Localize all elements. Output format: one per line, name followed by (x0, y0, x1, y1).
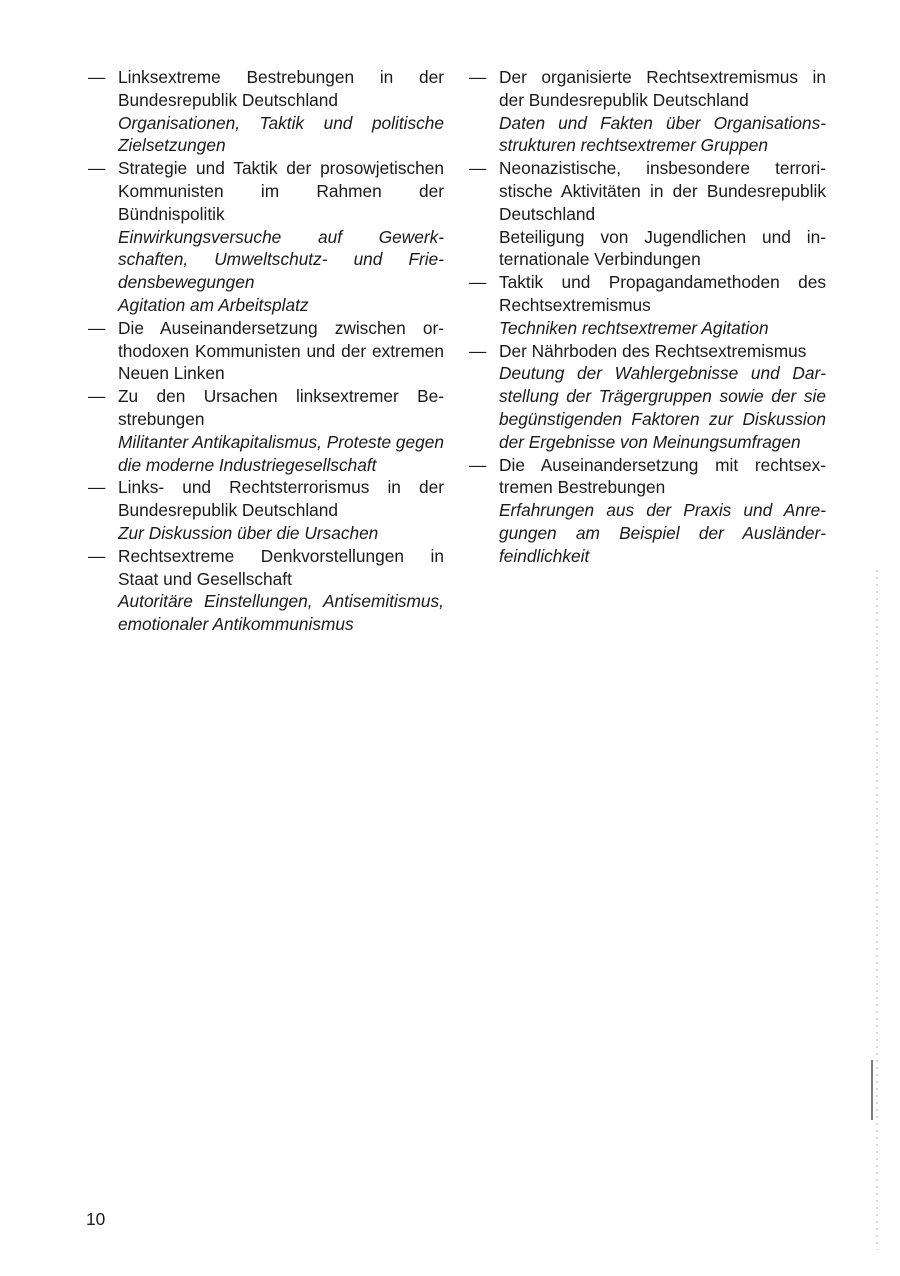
dash-bullet: — (88, 545, 106, 566)
dash-bullet: — (469, 272, 487, 293)
list-item (88, 157, 444, 317)
page-number: 10 (86, 1209, 106, 1229)
list-item (469, 454, 826, 568)
entry-subtitle: Erfahrungen aus der Praxis und Anregungen am Beispiel der Ausländerfeindlichkeit (499, 500, 826, 566)
dash-bullet: — (469, 158, 487, 179)
entry-title: Linksextreme Bestrebungen in der Bundesrepublik Deutschland (118, 67, 444, 110)
entry-title: Links- und Rechtsterrorismus in der Bundesrepublik Deutschland (118, 477, 444, 521)
entry-subtitle: Militanter Antikapitalismus, Proteste gegen die moderne Industriegesellschaft (118, 431, 444, 475)
dash-bullet: — (88, 477, 106, 498)
left-column (88, 66, 444, 636)
dash-bullet: — (469, 454, 487, 475)
scan-margin-marks (866, 560, 880, 1260)
entry-subtitle: Autoritäre Einstellungen, Antisemitismus, emotionaler Antikommunismus (118, 591, 444, 635)
entry-subtitle: Daten und Fakten über Organisationsstrukturen rechtsextremer Gruppen (499, 112, 826, 156)
entry-title: Neonazistische, insbesondere terroristische Aktivitäten in der Bundesrepublik Deutschland (499, 158, 826, 224)
dash-bullet: — (469, 340, 487, 361)
entry-title: Strategie und Taktik der prosowjetischen Kommunisten im Rahmen der Bündnispolitik (118, 158, 444, 224)
list-item (469, 66, 826, 157)
entry-title: Zu den Ursachen linksextremer Bestrebungen (118, 386, 444, 429)
list-item (88, 317, 444, 385)
list-item (88, 476, 444, 544)
entry-subtitle: Zur Diskussion über die Ursachen (118, 522, 379, 543)
entry-title: Rechtsextreme Denkvorstellungen in Staat und Gesellschaft (118, 545, 444, 589)
entry-title: Die Auseinandersetzung zwischen orthodoxen Kommunisten und der extremen Neuen Linken (118, 317, 444, 384)
list-item (88, 66, 444, 157)
entry-subtitle: Agitation am Arbeitsplatz (118, 294, 309, 315)
dash-bullet: — (88, 317, 106, 338)
list-item (88, 545, 444, 636)
entry-subtitle: Techniken rechtsextremer Agitation (499, 317, 769, 338)
entry-subtitle: Beteiligung von Jugendlichen und internationale Verbindungen (499, 226, 826, 270)
dash-bullet: — (88, 158, 106, 179)
entry-subtitle: Organisationen, Taktik und politische Zielsetzungen (118, 112, 444, 156)
entry-title: Die Auseinandersetzung mit rechtsextremen Bestrebungen (499, 454, 826, 498)
dash-bullet: — (88, 67, 106, 87)
entry-subtitle: Deutung der Wahlergebnisse und Darstellung der Trägergruppen sowie der sie begünstigenden Faktoren zur Diskussion der Ergebnisse von Meinungsumfragen (499, 363, 826, 452)
right-column (469, 66, 826, 568)
entry-title: Der organisierte Rechtsextremismus in der Bundesrepublik Deutschland (499, 67, 826, 110)
dash-bullet: — (88, 386, 106, 407)
entry-title: Der Nährboden des Rechtsextremismus (499, 340, 807, 361)
list-item (469, 340, 826, 454)
list-item (469, 157, 826, 271)
entry-title: Taktik und Propagandamethoden des Rechtsextremismus (499, 272, 826, 315)
dash-bullet: — (469, 67, 487, 87)
entry-subtitle: Einwirkungsversuche auf Gewerkschaften, Umweltschutz- und Friedensbewegungen (118, 226, 444, 293)
list-item (88, 385, 444, 476)
list-item (469, 271, 826, 339)
